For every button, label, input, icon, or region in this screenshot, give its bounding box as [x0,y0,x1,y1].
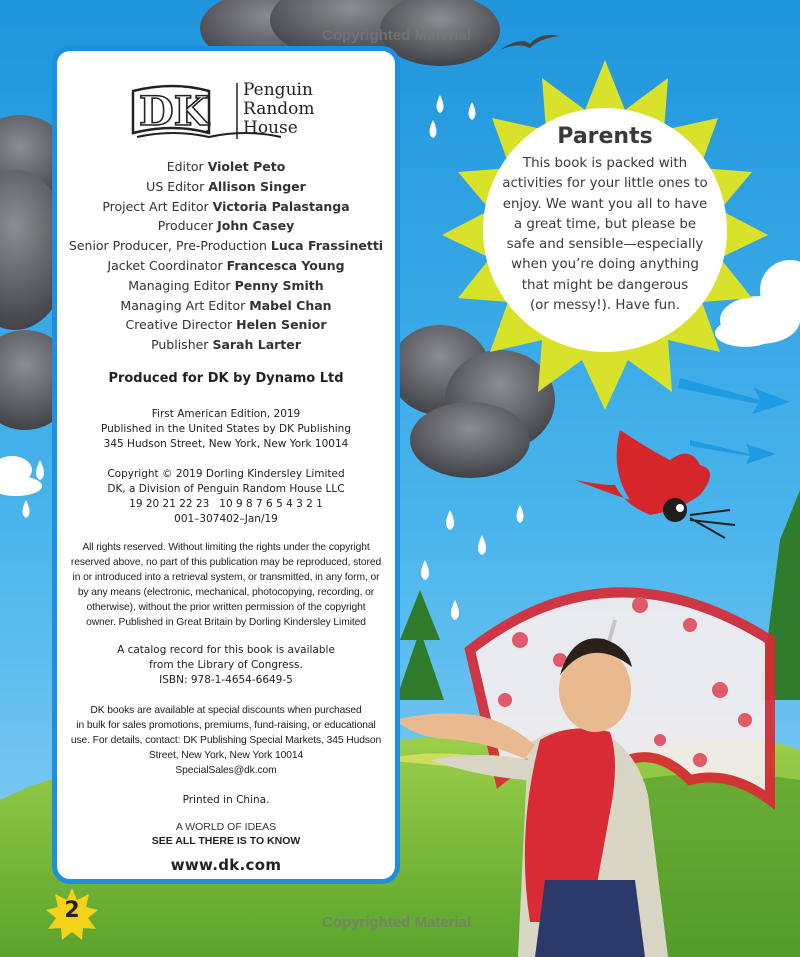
dk-logo-letters: DK [139,88,209,135]
credit-row: Producer John Casey [157,218,295,234]
special-sales-notice: DK books are available at special discounts when purchased in bulk for sales promotions, premiums, fund-raising, or educational use. For details, contact: DK Publishing Special Markets, 345 Hudson Street, New York, New York 10014 SpecialSales@dk.com [57,703,395,778]
tagline-see-all: SEE ALL THERE IS TO KNOW [151,835,301,847]
watermark-bottom: Copyrighted Material [322,914,472,931]
catalog-record: A catalog record for this book is available from the Library of Congress. ISBN: 978-1-4654-6649-5 [117,644,335,686]
watermark-top: Copyrighted Material [322,27,472,44]
parents-note: This book is packed with activities for your little ones to enjoy. We want you all to have a great time, but please be safe and sensible—especially when you’re doing anything that might be dangerous (or messy!). Have fun. [502,156,708,314]
rights-reserved-notice: All rights reserved. Without limiting the rights under the copyright reserved above, no part of this publication may be reproduced, stored in or introduced into a retrieval system, or transmitted, in any form, or by any means (electronic, mechanical, photocopying, recording, or otherwise), without the prior written permission of the copyright owner. Published in Great Britain by Dorling Kindersley Limited [70,542,382,628]
produced-for-line: Produced for DK by Dynamo Ltd [108,371,344,386]
wordmark-line-2: Random [243,99,315,119]
wordmark-line-1: Penguin [243,80,313,100]
credit-row: Senior Producer, Pre-Production Luca Frassinetti [68,238,384,254]
printed-in: Printed in China. [182,794,270,806]
credit-row: Editor Violet Peto [166,159,286,174]
copyright-info: Copyright © 2019 Dorling Kindersley Limited DK, a Division of Penguin Random House LLC 19 20 21 22 23 10 9 8 7 6 5 4 3 2 1 001–307402–Jan/19 [107,468,345,525]
wordmark-line-3: House [243,118,298,138]
edition-info: First American Edition, 2019 Published in the United States by DK Publishing 345 Hudson Street, New York, New York 10014 [101,408,351,450]
penguin-random-house-wordmark [243,81,315,138]
tagline-world-of-ideas: A WORLD OF IDEAS [175,821,277,833]
special-sales-email: SpecialSales@dk.com [175,765,277,776]
credit-row: Creative Director Helen Senior [125,317,327,333]
credit-row: US Editor Allison Singer [146,178,306,194]
page-number: 2 [64,898,80,923]
website-link[interactable]: www.dk.com [170,856,282,874]
copyright-panel [52,46,400,884]
parents-title: Parents [557,124,653,149]
credit-row: Project Art Editor Victoria Palastanga [102,198,350,214]
credit-row: Managing Art Editor Mabel Chan [120,297,332,313]
credit-row: Jacket Coordinator Francesca Young [107,257,345,273]
credits-list [57,157,395,355]
credit-row: Managing Editor Penny Smith [128,277,324,293]
credit-row: Publisher Sarah Larter [151,337,301,353]
